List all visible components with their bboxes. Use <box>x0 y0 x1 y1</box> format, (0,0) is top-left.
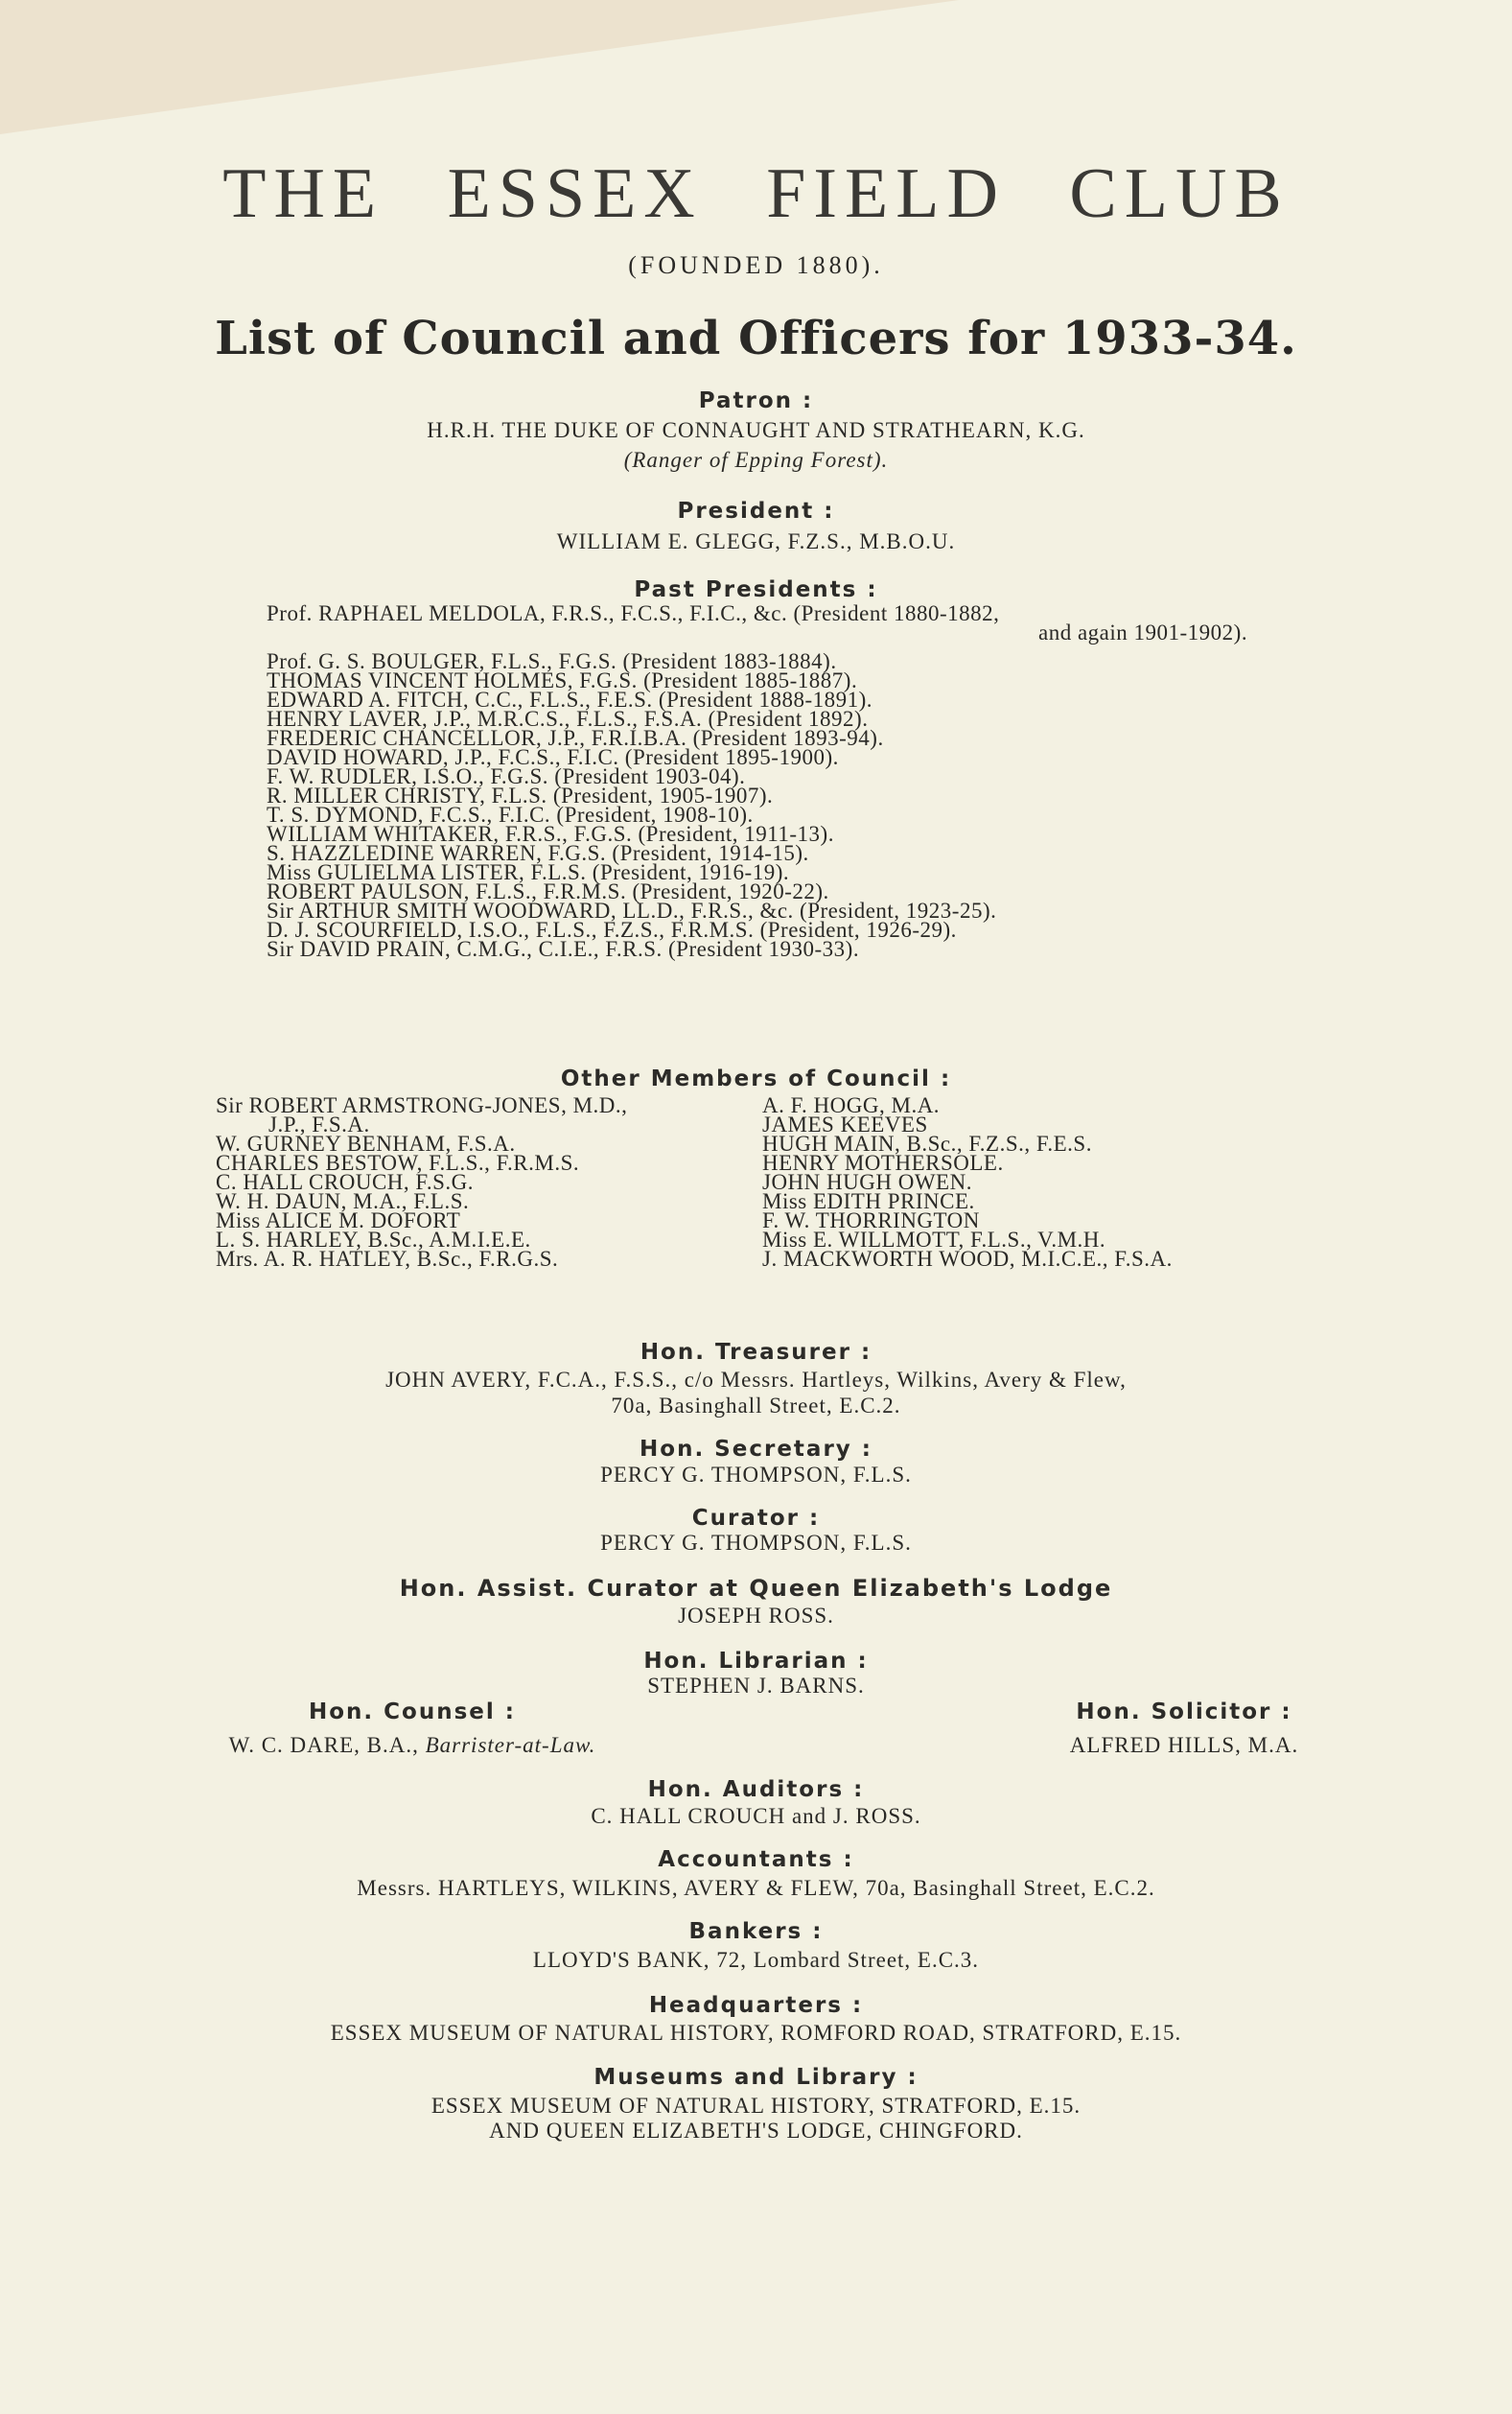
past-president-entry: Miss GULIELMA LISTER, F.L.S. (President, 1916-19). <box>267 860 790 884</box>
past-president-entry-continued: and again 1901-1902). <box>1038 621 1248 645</box>
accountants-name: Messrs. HARTLEYS, WILKINS, AVERY & FLEW, 70a, Basinghall Street, E.C.2. <box>357 1876 1155 1900</box>
past-president-entry: Sir DAVID PRAIN, C.M.G., C.I.E., F.R.S. (President 1930-33). <box>267 937 860 961</box>
council-member: Miss EDITH PRINCE. <box>762 1189 975 1213</box>
council-member: JOHN HUGH OWEN. <box>762 1170 972 1194</box>
headquarters-heading: Headquarters : <box>648 1993 864 2018</box>
council-member: F. W. THORRINGTON <box>762 1208 980 1232</box>
past-president-entry: EDWARD A. FITCH, C.C., F.L.S., F.E.S. (President 1888-1891). <box>267 688 873 712</box>
past-presidents-heading: Past Presidents : <box>634 577 878 602</box>
counsel-title: Barrister-at-Law. <box>425 1733 596 1757</box>
counsel-line <box>182 1734 642 1756</box>
past-president-entry: THOMAS VINCENT HOLMES, F.G.S. (President 1885-1887). <box>267 668 858 692</box>
solicitor-block <box>1031 1699 1338 1756</box>
council-member: HENRY MOTHERSOLE. <box>762 1151 1004 1175</box>
assist-curator-heading: Hon. Assist. Curator at Queen Elizabeth's Lodge <box>399 1575 1113 1602</box>
treasurer-line-1: JOHN AVERY, F.C.A., F.S.S., c/o Messrs. Hartleys, Wilkins, Avery & Flew, <box>385 1368 1127 1392</box>
secretary-heading: Hon. Secretary : <box>640 1437 872 1462</box>
council-right-column <box>762 1093 1173 1271</box>
solicitor-heading: Hon. Solicitor : <box>1076 1699 1292 1724</box>
past-president-entry: DAVID HOWARD, J.P., F.C.S., F.I.C. (President 1895-1900). <box>267 745 839 769</box>
counsel-block <box>182 1699 642 1756</box>
patron-name: H.R.H. THE DUKE OF CONNAUGHT AND STRATHEARN, K.G. <box>427 418 1085 442</box>
curator-name: PERCY G. THOMPSON, F.L.S. <box>600 1531 912 1555</box>
past-president-entry: R. MILLER CHRISTY, F.L.S. (President, 1905-1907). <box>267 784 774 808</box>
museums-line-1: ESSEX MUSEUM OF NATURAL HISTORY, STRATFORD, E.15. <box>430 2094 1082 2118</box>
accountants-heading: Accountants : <box>658 1847 854 1872</box>
museums-heading: Museums and Library : <box>593 2065 919 2090</box>
council-member-continued: J.P., F.S.A. <box>268 1113 370 1137</box>
council-member: HUGH MAIN, B.Sc., F.Z.S., F.E.S. <box>762 1132 1092 1156</box>
bankers-heading: Bankers : <box>688 1919 824 1944</box>
council-member: L. S. HARLEY, B.Sc., A.M.I.E.E. <box>216 1228 531 1252</box>
paper-corner-fold <box>0 0 959 134</box>
headquarters-name: ESSEX MUSEUM OF NATURAL HISTORY, ROMFORD ROAD, STRATFORD, E.15. <box>330 2021 1182 2045</box>
council-member: Sir ROBERT ARMSTRONG-JONES, M.D., <box>216 1093 628 1117</box>
club-title: THE ESSEX FIELD CLUB <box>222 154 1290 233</box>
president-name: WILLIAM E. GLEGG, F.Z.S., M.B.O.U. <box>556 529 956 553</box>
counsel-name: W. C. DARE, B.A., <box>228 1733 419 1757</box>
librarian-heading: Hon. Librarian : <box>643 1649 869 1674</box>
past-president-entry: HENRY LAVER, J.P., M.R.C.S., F.L.S., F.S.A. (President 1892). <box>267 707 869 731</box>
council-left-column <box>216 1093 628 1271</box>
past-presidents-list <box>267 601 1321 961</box>
council-member: Miss E. WILLMOTT, F.L.S., V.M.H. <box>762 1228 1106 1252</box>
past-president-entry: S. HAZZLEDINE WARREN, F.G.S. (President, 1914-15). <box>267 841 809 865</box>
council-member: Miss ALICE M. DOFORT <box>216 1208 461 1232</box>
patron-heading: Patron : <box>698 388 814 413</box>
treasurer-line-2: 70a, Basinghall Street, E.C.2. <box>611 1394 901 1418</box>
council-member: C. HALL CROUCH, F.S.G. <box>216 1170 475 1194</box>
museums-line-2: AND QUEEN ELIZABETH'S LODGE, CHINGFORD. <box>489 2119 1023 2143</box>
past-president-entry: WILLIAM WHITAKER, F.R.S., F.G.S. (President, 1911-13). <box>267 822 834 846</box>
founded-line: (FOUNDED 1880). <box>628 251 884 279</box>
librarian-name: STEPHEN J. BARNS. <box>647 1674 865 1698</box>
past-president-entry: FREDERIC CHANCELLOR, J.P., F.R.I.B.A. (President 1893-94). <box>267 726 884 750</box>
council-member: W. H. DAUN, M.A., F.L.S. <box>216 1189 470 1213</box>
past-president-entry: Prof. G. S. BOULGER, F.L.S., F.G.S. (President 1883-1884). <box>267 649 837 673</box>
council-member: Mrs. A. R. HATLEY, B.Sc., F.R.G.S. <box>216 1247 559 1271</box>
secretary-name: PERCY G. THOMPSON, F.L.S. <box>600 1463 912 1487</box>
bankers-name: LLOYD'S BANK, 72, Lombard Street, E.C.3. <box>532 1948 980 1972</box>
counsel-heading: Hon. Counsel : <box>309 1699 516 1724</box>
solicitor-name: ALFRED HILLS, M.A. <box>1069 1733 1299 1757</box>
council-member: W. GURNEY BENHAM, F.S.A. <box>216 1132 516 1156</box>
council-heading: Other Members of Council : <box>560 1066 952 1091</box>
past-president-entry: Prof. RAPHAEL MELDOLA, F.R.S., F.C.S., F.I.C., &c. (President 1880-1882, <box>267 601 1000 625</box>
past-president-entry: ROBERT PAULSON, F.L.S., F.R.M.S. (President, 1920-22). <box>267 879 829 903</box>
patron-note: (Ranger of Epping Forest). <box>623 448 889 472</box>
council-member: A. F. HOGG, M.A. <box>762 1093 941 1117</box>
past-president-entry: T. S. DYMOND, F.C.S., F.I.C. (President, 1908-10). <box>267 803 754 827</box>
past-president-entry: Sir ARTHUR SMITH WOODWARD, LL.D., F.R.S., &c. (President, 1923-25). <box>267 899 997 923</box>
council-member: JAMES KEEVES <box>762 1113 928 1137</box>
council-member: J. MACKWORTH WOOD, M.I.C.E., F.S.A. <box>762 1247 1173 1271</box>
auditors-heading: Hon. Auditors : <box>647 1777 865 1802</box>
council-member: CHARLES BESTOW, F.L.S., F.R.M.S. <box>216 1151 580 1175</box>
auditors-name: C. HALL CROUCH and J. ROSS. <box>591 1804 921 1828</box>
treasurer-heading: Hon. Treasurer : <box>640 1340 872 1365</box>
past-president-entry: D. J. SCOURFIELD, I.S.O., F.L.S., F.Z.S., F.R.M.S. (President, 1926-29). <box>267 918 957 942</box>
document-subtitle: List of Council and Officers for 1933-34. <box>215 312 1297 365</box>
assist-curator-name: JOSEPH ROSS. <box>678 1604 834 1628</box>
curator-heading: Curator : <box>691 1506 821 1531</box>
past-president-entry: F. W. RUDLER, I.S.O., F.G.S. (President 1903-04). <box>267 764 746 788</box>
president-heading: President : <box>677 499 835 524</box>
